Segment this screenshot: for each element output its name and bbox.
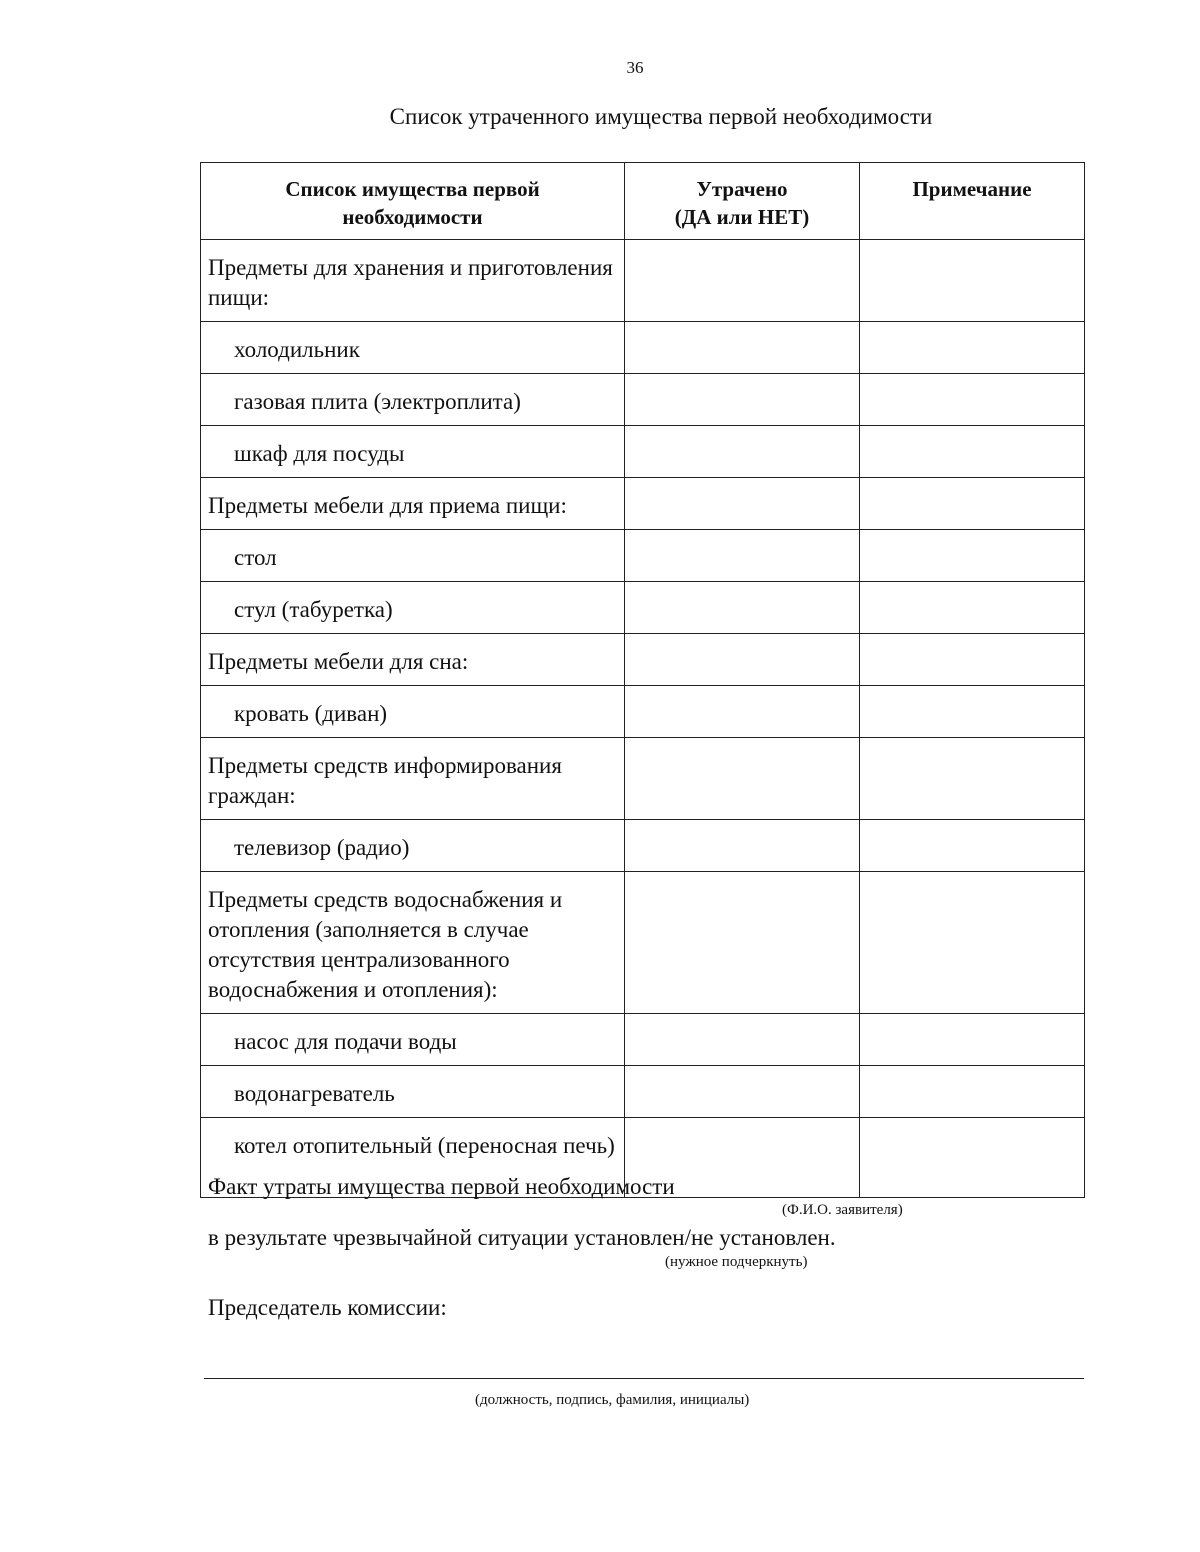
table-row [201,426,1085,478]
lost-cell[interactable] [625,478,860,530]
lost-cell[interactable] [625,582,860,634]
item-name: стол [201,530,625,582]
note-cell[interactable] [860,872,1085,1014]
page-number: 36 [626,58,644,77]
item-name: стул (табуретка) [201,582,625,634]
header-lost [625,163,860,240]
applicant-name-caption: (Ф.И.О. заявителя) [782,1202,903,1218]
table-row [201,686,1085,738]
header-property-list-line2: необходимости [342,205,483,229]
header-property-list-line1: Список имущества первой [285,177,540,201]
table-row [201,872,1085,1014]
item-name: Предметы мебели для сна: [201,634,625,686]
table-header-row [201,163,1085,240]
item-name: шкаф для посуды [201,426,625,478]
property-table [200,162,1085,1198]
table-row [201,322,1085,374]
lost-cell[interactable] [625,634,860,686]
note-cell[interactable] [860,240,1085,322]
table-row [201,1014,1085,1066]
item-name: Предметы для хранения и приготовления пищи: [201,240,625,322]
item-name: Предметы мебели для приема пищи: [201,478,625,530]
loss-fact-statement: Факт утраты имущества первой необходимости [208,1174,675,1199]
note-cell[interactable] [860,634,1085,686]
lost-cell[interactable] [625,872,860,1014]
lost-cell[interactable] [625,322,860,374]
table-row [201,1066,1085,1118]
table-row [201,374,1085,426]
lost-cell[interactable] [625,530,860,582]
header-lost-line1: Утрачено [696,177,788,201]
item-name: кровать (диван) [201,686,625,738]
lost-cell[interactable] [625,820,860,872]
lost-cell[interactable] [625,686,860,738]
note-cell[interactable] [860,686,1085,738]
note-cell[interactable] [860,530,1085,582]
header-property-list [201,163,625,240]
applicant-name-field[interactable] [738,1197,1048,1198]
commission-chairman-label: Председатель комиссии: [208,1295,447,1320]
lost-cell[interactable] [625,374,860,426]
item-name: Предметы средств информирования граждан: [201,738,625,820]
emergency-result-statement: в результате чрезвычайной ситуации установлен/не установлен. [208,1225,836,1250]
item-name: водонагреватель [201,1066,625,1118]
note-cell[interactable] [860,478,1085,530]
note-cell[interactable] [860,820,1085,872]
item-name: телевизор (радио) [201,820,625,872]
note-cell[interactable] [860,322,1085,374]
signature-line[interactable] [204,1378,1084,1379]
header-lost-line2: (ДА или НЕТ) [674,205,810,229]
table-row [201,738,1085,820]
item-name: газовая плита (электроплита) [201,374,625,426]
underline-instruction: (нужное подчеркнуть) [665,1254,808,1270]
item-name: котел отопительный (переносная печь) [201,1118,625,1198]
table-row [201,820,1085,872]
table-row [201,634,1085,686]
lost-cell[interactable] [625,738,860,820]
table-row [201,240,1085,322]
lost-cell[interactable] [625,240,860,322]
note-cell[interactable] [860,582,1085,634]
lost-cell[interactable] [625,1066,860,1118]
note-cell[interactable] [860,1066,1085,1118]
note-cell[interactable] [860,738,1085,820]
table-row [201,478,1085,530]
item-name: холодильник [201,322,625,374]
table-row [201,582,1085,634]
document-title: Список утраченного имущества первой необходимости [389,104,933,129]
lost-cell[interactable] [625,1014,860,1066]
note-cell[interactable] [860,374,1085,426]
lost-cell[interactable] [625,426,860,478]
item-name: насос для подачи воды [201,1014,625,1066]
table-row [201,530,1085,582]
note-cell[interactable] [860,1118,1085,1198]
header-note-label: Примечание [912,177,1032,201]
note-cell[interactable] [860,1014,1085,1066]
item-name: Предметы средств водоснабжения и отопления (заполняется в случае отсутствия централизованного водоснабжения и отопления): [201,872,625,1014]
header-note [860,163,1085,240]
signature-caption: (должность, подпись, фамилия, инициалы) [475,1392,750,1408]
note-cell[interactable] [860,426,1085,478]
